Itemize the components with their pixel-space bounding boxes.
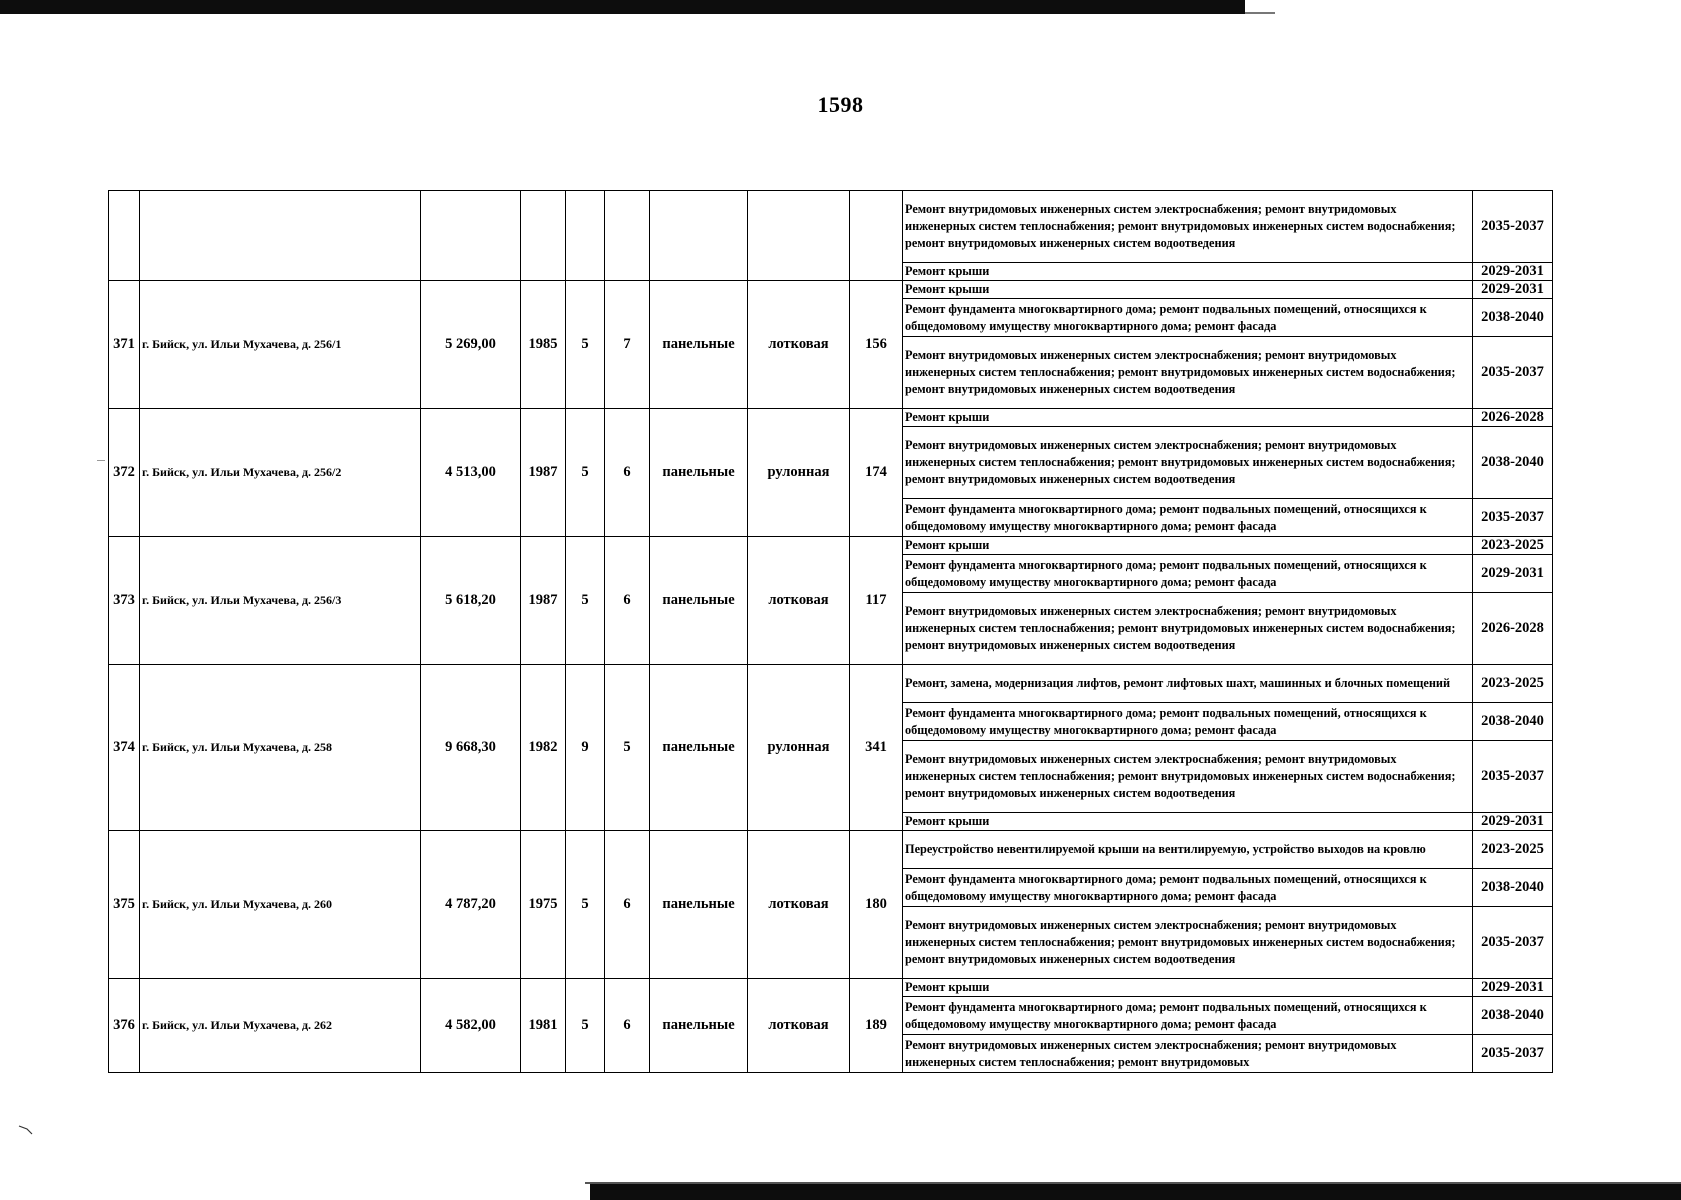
- building-floors: 9: [566, 665, 605, 831]
- building-entrances: 6: [605, 831, 650, 979]
- work-period: 2035-2037: [1473, 337, 1553, 409]
- building-year: 1975: [521, 831, 566, 979]
- work-period: 2038-2040: [1473, 427, 1553, 499]
- building-roof: лотковая: [748, 831, 850, 979]
- building-entrances: 5: [605, 665, 650, 831]
- table-row: [109, 979, 1553, 997]
- work-description: Ремонт внутридомовых инженерных систем электроснабжения; ремонт внутридомовых инженерных систем теплоснабжения; ремонт внутридомовых инженерных систем водоснабжения; ремонт внутридомовых инженерных систем водоотведения: [903, 337, 1473, 409]
- building-area: 5 618,20: [421, 537, 521, 665]
- building-number: 374: [109, 665, 140, 831]
- table-row: [109, 537, 1553, 555]
- table-row: [109, 191, 1553, 263]
- work-period: 2023-2025: [1473, 665, 1553, 703]
- building-year: 1987: [521, 409, 566, 537]
- table-cell-empty: [748, 191, 850, 281]
- building-walls: панельные: [650, 831, 748, 979]
- work-period: 2035-2037: [1473, 191, 1553, 263]
- building-address: г. Бийск, ул. Ильи Мухачева, д. 260: [140, 831, 421, 979]
- work-description: Ремонт внутридомовых инженерных систем электроснабжения; ремонт внутридомовых инженерных систем теплоснабжения; ремонт внутридомовых инженерных систем водоснабжения; ремонт внутридомовых инженерных систем водоотведения: [903, 593, 1473, 665]
- building-floors: 5: [566, 831, 605, 979]
- work-period: 2035-2037: [1473, 907, 1553, 979]
- building-year: 1982: [521, 665, 566, 831]
- work-period: 2035-2037: [1473, 1035, 1553, 1073]
- building-address: г. Бийск, ул. Ильи Мухачева, д. 262: [140, 979, 421, 1073]
- work-period: 2038-2040: [1473, 299, 1553, 337]
- building-address: г. Бийск, ул. Ильи Мухачева, д. 256/2: [140, 409, 421, 537]
- building-floors: 5: [566, 979, 605, 1073]
- table-cell-empty: [650, 191, 748, 281]
- table-cell-empty: [109, 191, 140, 281]
- building-entrances: 7: [605, 281, 650, 409]
- building-walls: панельные: [650, 409, 748, 537]
- building-walls: панельные: [650, 281, 748, 409]
- work-period: 2029-2031: [1473, 281, 1553, 299]
- work-period: 2038-2040: [1473, 703, 1553, 741]
- building-floors: 5: [566, 537, 605, 665]
- scan-edge-bottom: [590, 1184, 1681, 1200]
- work-description: Ремонт фундамента многоквартирного дома; ремонт подвальных помещений, относящихся к общедомовому имуществу многоквартирного дома; ремонт фасада: [903, 555, 1473, 593]
- work-period: 2035-2037: [1473, 499, 1553, 537]
- work-description: Ремонт крыши: [903, 281, 1473, 299]
- work-period: 2029-2031: [1473, 263, 1553, 281]
- building-roof: рулонная: [748, 665, 850, 831]
- work-period: 2029-2031: [1473, 979, 1553, 997]
- building-area: 4 513,00: [421, 409, 521, 537]
- building-area: 5 269,00: [421, 281, 521, 409]
- work-description: Ремонт внутридомовых инженерных систем электроснабжения; ремонт внутридомовых инженерных систем теплоснабжения; ремонт внутридомовых: [903, 1035, 1473, 1073]
- building-roof: лотковая: [748, 537, 850, 665]
- work-description: Ремонт крыши: [903, 263, 1473, 281]
- work-description: Ремонт крыши: [903, 537, 1473, 555]
- building-area: 9 668,30: [421, 665, 521, 831]
- building-walls: панельные: [650, 979, 748, 1073]
- building-residents: 117: [850, 537, 903, 665]
- work-description: Ремонт фундамента многоквартирного дома; ремонт подвальных помещений, относящихся к общедомовому имуществу многоквартирного дома; ремонт фасада: [903, 299, 1473, 337]
- building-walls: панельные: [650, 665, 748, 831]
- building-residents: 174: [850, 409, 903, 537]
- building-number: 372: [109, 409, 140, 537]
- work-description: Ремонт внутридомовых инженерных систем электроснабжения; ремонт внутридомовых инженерных систем теплоснабжения; ремонт внутридомовых инженерных систем водоснабжения; ремонт внутридомовых инженерных систем водоотведения: [903, 191, 1473, 263]
- building-residents: 341: [850, 665, 903, 831]
- building-year: 1987: [521, 537, 566, 665]
- work-description: Ремонт фундамента многоквартирного дома; ремонт подвальных помещений, относящихся к общедомовому имуществу многоквартирного дома; ремонт фасада: [903, 499, 1473, 537]
- work-description: Ремонт внутридомовых инженерных систем электроснабжения; ремонт внутридомовых инженерных систем теплоснабжения; ремонт внутридомовых инженерных систем водоснабжения; ремонт внутридомовых инженерных систем водоотведения: [903, 907, 1473, 979]
- building-entrances: 6: [605, 537, 650, 665]
- scan-edge-top-tail: [1245, 12, 1275, 14]
- table-cell-empty: [140, 191, 421, 281]
- building-floors: 5: [566, 281, 605, 409]
- work-period: 2029-2031: [1473, 555, 1553, 593]
- table-row: [109, 831, 1553, 869]
- work-period: 2026-2028: [1473, 409, 1553, 427]
- work-period: 2026-2028: [1473, 593, 1553, 665]
- table-row: [109, 281, 1553, 299]
- page-number: 1598: [817, 92, 864, 117]
- building-number: 375: [109, 831, 140, 979]
- table-cell-empty: [605, 191, 650, 281]
- work-description: Ремонт, замена, модернизация лифтов, ремонт лифтовых шахт, машинных и блочных помещений: [903, 665, 1473, 703]
- work-period: 2038-2040: [1473, 997, 1553, 1035]
- building-residents: 189: [850, 979, 903, 1073]
- work-description: Ремонт фундамента многоквартирного дома; ремонт подвальных помещений, относящихся к общедомовому имуществу многоквартирного дома; ремонт фасада: [903, 869, 1473, 907]
- building-area: 4 787,20: [421, 831, 521, 979]
- building-area: 4 582,00: [421, 979, 521, 1073]
- work-description: Переустройство невентилируемой крыши на вентилируемую, устройство выходов на кровлю: [903, 831, 1473, 869]
- table-cell-empty: [566, 191, 605, 281]
- table-row: [109, 409, 1553, 427]
- work-description: Ремонт крыши: [903, 979, 1473, 997]
- work-description: Ремонт внутридомовых инженерных систем электроснабжения; ремонт внутридомовых инженерных систем теплоснабжения; ремонт внутридомовых инженерных систем водоснабжения; ремонт внутридомовых инженерных систем водоотведения: [903, 427, 1473, 499]
- work-period: 2023-2025: [1473, 537, 1553, 555]
- building-residents: 180: [850, 831, 903, 979]
- table-row: [109, 665, 1553, 703]
- building-address: г. Бийск, ул. Ильи Мухачева, д. 256/3: [140, 537, 421, 665]
- building-year: 1985: [521, 281, 566, 409]
- building-number: 376: [109, 979, 140, 1073]
- table-cell-empty: [850, 191, 903, 281]
- work-period: 2038-2040: [1473, 869, 1553, 907]
- table-cell-empty: [521, 191, 566, 281]
- work-description: Ремонт фундамента многоквартирного дома; ремонт подвальных помещений, относящихся к общедомовому имуществу многоквартирного дома; ремонт фасада: [903, 997, 1473, 1035]
- scan-artifact-mark: [18, 1124, 36, 1136]
- building-roof: рулонная: [748, 409, 850, 537]
- building-address: г. Бийск, ул. Ильи Мухачева, д. 258: [140, 665, 421, 831]
- building-year: 1981: [521, 979, 566, 1073]
- registry-table: [108, 190, 1553, 1073]
- scan-edge-top: [0, 0, 1245, 14]
- building-roof: лотковая: [748, 979, 850, 1073]
- building-entrances: 6: [605, 979, 650, 1073]
- scan-mark-left: [97, 460, 105, 461]
- work-description: Ремонт фундамента многоквартирного дома; ремонт подвальных помещений, относящихся к общедомовому имуществу многоквартирного дома; ремонт фасада: [903, 703, 1473, 741]
- building-walls: панельные: [650, 537, 748, 665]
- work-period: 2023-2025: [1473, 831, 1553, 869]
- building-address: г. Бийск, ул. Ильи Мухачева, д. 256/1: [140, 281, 421, 409]
- work-description: Ремонт внутридомовых инженерных систем электроснабжения; ремонт внутридомовых инженерных систем теплоснабжения; ремонт внутридомовых инженерных систем водоснабжения; ремонт внутридомовых инженерных систем водоотведения: [903, 741, 1473, 813]
- building-floors: 5: [566, 409, 605, 537]
- building-number: 371: [109, 281, 140, 409]
- table-cell-empty: [421, 191, 521, 281]
- work-description: Ремонт крыши: [903, 813, 1473, 831]
- building-entrances: 6: [605, 409, 650, 537]
- work-description: Ремонт крыши: [903, 409, 1473, 427]
- building-number: 373: [109, 537, 140, 665]
- work-period: 2035-2037: [1473, 741, 1553, 813]
- building-residents: 156: [850, 281, 903, 409]
- work-period: 2029-2031: [1473, 813, 1553, 831]
- building-roof: лотковая: [748, 281, 850, 409]
